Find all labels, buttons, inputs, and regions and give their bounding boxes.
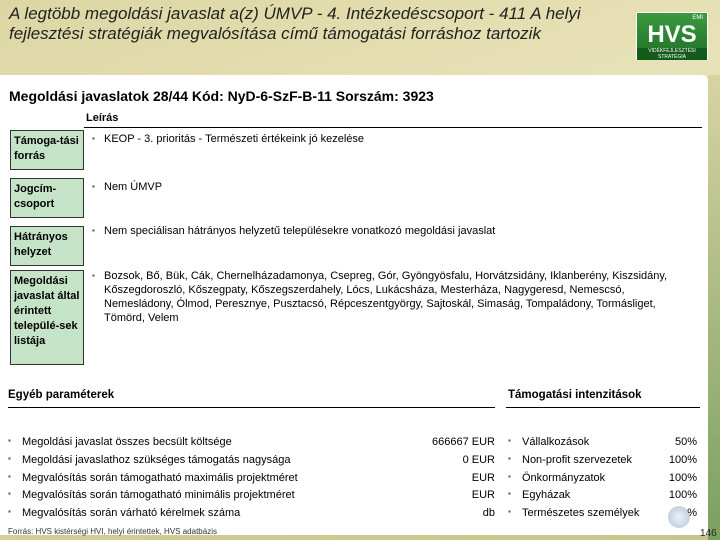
intensity-value: 100% [668, 489, 697, 501]
intensity-value: 100% [668, 472, 697, 484]
intensity-value: 50% [674, 436, 697, 448]
param-label: ▪ Megoldási javaslathoz szükséges támogatás nagysága [8, 454, 290, 466]
intensity-label: ▪ Egyházak [508, 489, 570, 501]
label-disadvantaged: Hátrányos helyzet [10, 226, 84, 266]
intensity-row [508, 454, 697, 470]
page-number: 146 [700, 528, 717, 539]
intensity-row [508, 489, 697, 505]
slide-title: A legtöbb megoldási javaslat a(z) ÚMVP - 4. Intézkedéscsoport - 411 A helyi fejlesztési stratégiák megvalósítása című támogatási forráshoz tartozik [9, 4, 581, 43]
label-funding-source: Támoga-tási forrás [10, 130, 84, 170]
divider [84, 127, 702, 128]
disadvantaged-text: ▪ Nem speciálisan hátrányos helyzetű településekre vonatkozó megoldási javaslat [92, 224, 702, 238]
divider [506, 407, 700, 408]
param-row [8, 436, 495, 452]
param-row [8, 472, 495, 488]
title-group-text: ▪ Nem ÚMVP [92, 180, 702, 194]
logo-text: HVS [647, 21, 697, 48]
source-note: Forrás: HVS kistérségi HVI, helyi érintettek, HVS adatbázis [8, 527, 217, 536]
intensity-row [508, 472, 697, 488]
intensities-title: Támogatási intenzitások [508, 389, 642, 401]
settlements-text: ▪ Bozsok, Bő, Bük, Cák, Chernelházadamonya, Csepreg, Gór, Gyöngyösfalu, Horvátzsidány, Iklanberény, Kiszsidány, Kőszegdoroszló, Kőszegpaty, Kőszegszerdahely, Lócs, Lukácsháza, Mesterháza, Nagygeresd, Nemescsó, Nemesládony, Ólmod, Peresznye, Pusztacsó, Répceszentgyörgy, Sajtoskál, Simaság, Tompaládony, Tormásliget, Tömörd, Velem [92, 269, 692, 325]
logo-subtitle: VIDÉKFEJLESZTÉSI STRATÉGIA [637, 48, 707, 60]
hvs-logo [636, 12, 708, 60]
param-value: 0 EUR [462, 454, 495, 466]
param-value: 666667 EUR [432, 436, 495, 448]
param-value: EUR [471, 489, 495, 501]
intensity-label: ▪ Vállalkozások [508, 436, 589, 448]
divider [8, 407, 495, 408]
intensity-row [508, 436, 697, 452]
label-title-group: Jogcím-csoport [10, 178, 84, 218]
intensity-label: ▪ Non-profit szervezetek [508, 454, 632, 466]
param-row [8, 489, 495, 505]
logo-top-text: EMI [692, 15, 703, 21]
label-settlements: Megoldási javaslat által érintett települé-sek listája [10, 270, 84, 365]
param-row [8, 507, 495, 523]
param-value: EUR [471, 472, 495, 484]
funding-source-text: ▪ KEOP - 3. prioritás - Természeti értékeink jó kezelése [92, 132, 702, 146]
page-heading: Megoldási javaslatok 28/44 Kód: NyD-6-SzF-B-11 Sorszám: 3923 [9, 88, 434, 104]
other-params-title: Egyéb paraméterek [8, 389, 115, 401]
intensity-label: ▪ Önkormányzatok [508, 472, 605, 484]
param-label: ▪ Megoldási javaslat összes becsült költsége [8, 436, 232, 448]
intensity-row [508, 507, 697, 523]
decorative-strip [708, 75, 720, 540]
intensity-value: % [687, 507, 697, 519]
intensity-value: 100% [668, 454, 697, 466]
param-label: ▪ Megvalósítás során várható kérelmek száma [8, 507, 240, 519]
param-label: ▪ Megvalósítás során támogatható minimális projektméret [8, 489, 295, 501]
intensity-label: ▪ Természetes személyek [508, 507, 639, 519]
param-value: db [482, 507, 495, 519]
param-label: ▪ Megvalósítás során támogatható maximális projektméret [8, 472, 298, 484]
description-header: Leírás [86, 112, 119, 124]
param-row [8, 454, 495, 470]
